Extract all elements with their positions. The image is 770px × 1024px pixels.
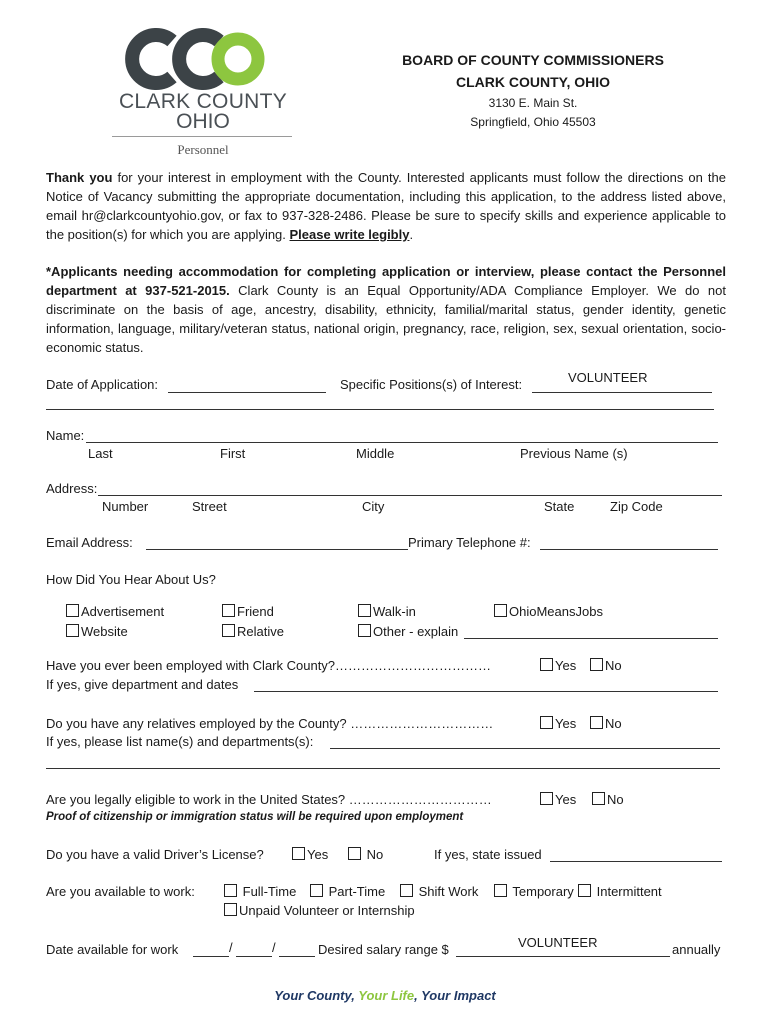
relatives-followup: If yes, please list name(s) and departments(s): bbox=[46, 734, 314, 749]
address-field[interactable] bbox=[98, 495, 722, 496]
checkbox[interactable] bbox=[540, 716, 553, 729]
license-yes-label: Yes bbox=[307, 847, 329, 862]
address-sub-street: Street bbox=[192, 499, 227, 514]
available-fulltime-label: Full-Time bbox=[242, 884, 297, 899]
checkbox[interactable] bbox=[358, 624, 371, 637]
employed-yes[interactable] bbox=[540, 658, 576, 673]
name-sub-first: First bbox=[220, 446, 246, 461]
checkbox[interactable] bbox=[540, 792, 553, 805]
header-address1: 3130 E. Main St. bbox=[488, 96, 578, 110]
employed-no[interactable] bbox=[590, 658, 622, 673]
checkbox[interactable] bbox=[578, 884, 591, 897]
checkbox[interactable] bbox=[592, 792, 605, 805]
other-explain-field[interactable] bbox=[464, 638, 718, 639]
relatives-followup-field[interactable] bbox=[330, 748, 720, 749]
email-field[interactable] bbox=[146, 549, 408, 550]
checkbox[interactable] bbox=[358, 604, 371, 617]
checkbox[interactable] bbox=[292, 847, 305, 860]
name-sub-last: Last bbox=[88, 446, 113, 461]
footer-tagline bbox=[0, 988, 770, 1003]
header-line2: CLARK COUNTY, OHIO bbox=[456, 74, 610, 90]
available-temporary[interactable] bbox=[494, 884, 574, 899]
logo-name-line2: OHIO bbox=[176, 110, 230, 133]
accommodation-paragraph bbox=[46, 262, 726, 357]
checkbox[interactable] bbox=[224, 903, 237, 916]
logo-divider bbox=[112, 136, 292, 137]
name-label: Name: bbox=[46, 428, 85, 443]
hear-option-advertisement-label: Advertisement bbox=[81, 604, 165, 619]
desired-salary-value: VOLUNTEER bbox=[518, 935, 598, 950]
intro-end: . bbox=[409, 227, 414, 242]
employed-question: Have you ever been employed with Clark County?……………………………… bbox=[46, 658, 492, 673]
license-question: Do you have a valid Driver’s License? bbox=[46, 847, 264, 862]
date-available-label: Date available for work bbox=[46, 942, 179, 957]
header-address2: Springfield, Ohio 45503 bbox=[470, 115, 596, 129]
employed-followup-field[interactable] bbox=[254, 691, 718, 692]
eligible-note: Proof of citizenship or immigration status will be required upon employment bbox=[46, 811, 464, 823]
license-no[interactable] bbox=[348, 847, 383, 862]
accommodation-bold: *Applicants needing accommodation for completing application or interview, please contact the Personnel department at 937-521-2015. bbox=[46, 264, 726, 298]
positions-extra-line[interactable] bbox=[46, 409, 714, 410]
date-available-year-field[interactable] bbox=[279, 956, 315, 957]
eligible-yes[interactable] bbox=[540, 792, 576, 807]
hear-question: How Did You Hear About Us? bbox=[46, 572, 216, 587]
available-intermittent-label: Intermittent bbox=[596, 884, 662, 899]
available-parttime[interactable] bbox=[310, 884, 385, 899]
name-sub-middle: Middle bbox=[356, 446, 395, 461]
name-sub-previous: Previous Name (s) bbox=[520, 446, 628, 461]
checkbox[interactable] bbox=[66, 624, 79, 637]
available-intermittent[interactable] bbox=[578, 884, 662, 899]
hear-option-walkin-label: Walk-in bbox=[373, 604, 416, 619]
eligible-no[interactable] bbox=[592, 792, 624, 807]
desired-salary-field[interactable] bbox=[456, 956, 670, 957]
relatives-extra-line[interactable] bbox=[46, 768, 720, 769]
hear-option-ohiomeansjobs[interactable] bbox=[494, 604, 603, 619]
checkbox[interactable] bbox=[494, 604, 507, 617]
available-parttime-label: Part-Time bbox=[328, 884, 386, 899]
hear-option-other-label: Other - explain bbox=[373, 624, 459, 639]
checkbox[interactable] bbox=[310, 884, 323, 897]
eligible-no-label: No bbox=[607, 792, 624, 807]
name-field[interactable] bbox=[86, 442, 718, 443]
relatives-yes[interactable] bbox=[540, 716, 576, 731]
available-fulltime[interactable] bbox=[224, 884, 296, 899]
desired-salary-label: Desired salary range $ bbox=[318, 942, 449, 957]
hear-option-relative[interactable] bbox=[222, 624, 284, 639]
date-slash-1: / bbox=[229, 940, 233, 955]
address-sub-zip: Zip Code bbox=[610, 499, 663, 514]
relatives-no[interactable] bbox=[590, 716, 622, 731]
specific-positions-value: VOLUNTEER bbox=[568, 370, 648, 385]
hear-option-friend[interactable] bbox=[222, 604, 274, 619]
telephone-field[interactable] bbox=[540, 549, 718, 550]
employed-yes-label: Yes bbox=[555, 658, 577, 673]
header-line1: BOARD OF COUNTY COMMISSIONERS bbox=[402, 52, 664, 68]
license-yes[interactable] bbox=[292, 847, 328, 862]
specific-positions-label: Specific Positions(s) of Interest: bbox=[340, 377, 523, 392]
checkbox[interactable] bbox=[222, 624, 235, 637]
address-sub-state: State bbox=[544, 499, 575, 514]
date-slash-2: / bbox=[272, 940, 276, 955]
date-available-day-field[interactable] bbox=[236, 956, 272, 957]
checkbox[interactable] bbox=[400, 884, 413, 897]
thank-you-text: Thank you bbox=[46, 170, 113, 185]
accommodation-text: Clark County is an Equal Opportunity/ADA Compliance Employer. We do not discriminate on the basis of age, ancestry, disability, ethnicity, familial/marital status, gender identity, genetic information, language, military/veteran status, national origin, pregnancy, race, religion, sex, sexual orientation, socio-economic status. bbox=[46, 283, 726, 355]
logo-name-line1: CLARK COUNTY bbox=[118, 90, 288, 113]
footer-part1: Your County, bbox=[274, 988, 359, 1003]
write-legibly-text: Please write legibly bbox=[289, 227, 410, 242]
email-label: Email Address: bbox=[46, 535, 133, 550]
eligible-question: Are you legally eligible to work in the United States? …………………………… bbox=[46, 792, 492, 807]
relatives-question: Do you have any relatives employed by the County? …………………………… bbox=[46, 716, 494, 731]
available-shift[interactable] bbox=[400, 884, 478, 899]
license-no-label: No bbox=[366, 847, 384, 862]
address-sub-city: City bbox=[362, 499, 385, 514]
available-unpaid-label: Unpaid Volunteer or Internship bbox=[239, 903, 415, 918]
footer-part2: Your Life bbox=[358, 988, 415, 1003]
telephone-label: Primary Telephone #: bbox=[408, 535, 531, 550]
license-state-field[interactable] bbox=[550, 861, 722, 862]
checkbox[interactable] bbox=[540, 658, 553, 671]
logo-department: Personnel bbox=[177, 142, 229, 157]
checkbox[interactable] bbox=[66, 604, 79, 617]
available-question: Are you available to work: bbox=[46, 884, 195, 899]
hear-option-other[interactable] bbox=[358, 624, 458, 639]
eligible-yes-label: Yes bbox=[555, 792, 577, 807]
address-sub-number: Number bbox=[102, 499, 149, 514]
hear-option-walkin[interactable] bbox=[358, 604, 416, 619]
available-temporary-label: Temporary bbox=[512, 884, 574, 899]
intro-text: for your interest in employment with the County. Interested applicants must follow the directions on the Notice of Vacancy submitting the appropriate documentation, including this application, to the address listed above, email hr@clarkcountyohio.gov, or fax to 937-328-2486. Please be sure to specify skills and experience applicable to the position(s) for which you are applying. bbox=[46, 170, 726, 242]
date-available-month-field[interactable] bbox=[193, 956, 229, 957]
annually-label: annually bbox=[672, 942, 721, 957]
specific-positions-field[interactable] bbox=[532, 392, 712, 393]
logo bbox=[112, 24, 294, 160]
cco-logo-mark bbox=[112, 24, 294, 94]
hear-option-website-label: Website bbox=[81, 624, 128, 639]
employed-followup: If yes, give department and dates bbox=[46, 677, 239, 692]
intro-paragraph bbox=[46, 168, 726, 244]
hear-option-relative-label: Relative bbox=[237, 624, 284, 639]
checkbox[interactable] bbox=[222, 604, 235, 617]
checkbox[interactable] bbox=[494, 884, 507, 897]
checkbox[interactable] bbox=[590, 716, 603, 729]
employed-no-label: No bbox=[605, 658, 622, 673]
hear-option-friend-label: Friend bbox=[237, 604, 274, 619]
checkbox[interactable] bbox=[348, 847, 361, 860]
hear-option-website[interactable] bbox=[66, 624, 128, 639]
available-unpaid[interactable] bbox=[224, 903, 415, 918]
checkbox[interactable] bbox=[224, 884, 237, 897]
footer-part3: , Your Impact bbox=[414, 988, 496, 1003]
address-label: Address: bbox=[46, 481, 98, 496]
license-state-label: If yes, state issued bbox=[434, 847, 542, 862]
available-shift-label: Shift Work bbox=[418, 884, 479, 899]
hear-option-advertisement[interactable] bbox=[66, 604, 164, 619]
checkbox[interactable] bbox=[590, 658, 603, 671]
date-of-application-label: Date of Application: bbox=[46, 377, 159, 392]
hear-option-ohiomeansjobs-label: OhioMeansJobs bbox=[509, 604, 603, 619]
relatives-no-label: No bbox=[605, 716, 622, 731]
date-of-application-field[interactable] bbox=[168, 392, 326, 393]
relatives-yes-label: Yes bbox=[555, 716, 577, 731]
